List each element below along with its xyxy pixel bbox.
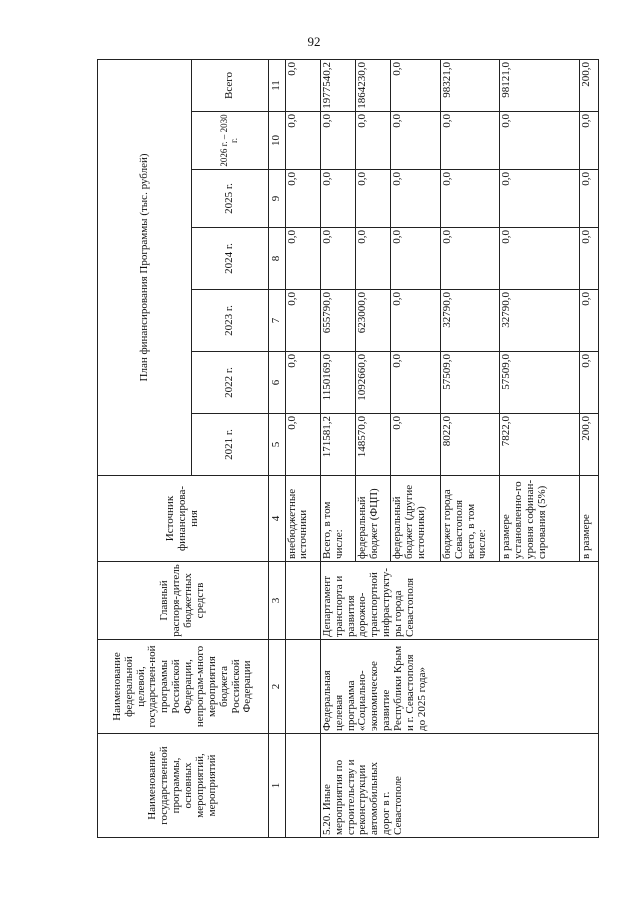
measure-name: 5.20. Иные мероприятия по строительству и реконструкции автомобильных дорог в г. Севастополе — [320, 734, 598, 838]
value-cell: 0,0 — [391, 112, 440, 170]
federal-program-name: Федеральная целевая программа «Социально-экономическое развитие Республики Крым и г. Севастополя до 2025 года» — [320, 640, 598, 734]
index-cell: 4 — [269, 476, 285, 562]
value-cell: 98321,0 — [440, 59, 499, 111]
empty-cell — [285, 562, 320, 640]
source-cell: федеральный бюджет (ФЦП) — [356, 476, 391, 562]
value-cell: 1977540,2 — [320, 59, 355, 111]
empty-cell — [285, 640, 320, 734]
value-cell: 0,0 — [285, 228, 320, 290]
value-cell: 0,0 — [580, 228, 599, 290]
empty-cell — [285, 734, 320, 838]
value-cell: 0,0 — [580, 290, 599, 352]
value-cell: 655790,0 — [320, 290, 355, 352]
value-cell: 171581,2 — [320, 414, 355, 476]
header-year-2023: 2023 г. — [192, 290, 269, 352]
index-cell: 1 — [269, 734, 285, 838]
value-cell: 32790,0 — [500, 290, 580, 352]
funding-table — [97, 59, 599, 838]
value-cell: 0,0 — [580, 170, 599, 228]
header-federal-program: Наименование федеральной целевой, государствен-ной программы Российской Федерации, непрограм-много мероприятия бюджета Российской Федерации — [98, 640, 269, 734]
value-cell: 0,0 — [391, 59, 440, 111]
index-cell: 2 — [269, 640, 285, 734]
value-cell: 0,0 — [500, 228, 580, 290]
value-cell: 200,0 — [580, 59, 599, 111]
header-year-2025: 2025 г. — [192, 170, 269, 228]
value-cell: 0,0 — [440, 170, 499, 228]
header-funding-plan: План финансирования Программы (тыс. рублей) — [98, 59, 192, 475]
header-year-2026-2030: 2026 г. – 2030 г. — [192, 112, 269, 170]
value-cell: 0,0 — [440, 228, 499, 290]
value-cell: 0,0 — [391, 228, 440, 290]
header-administrator: Главный распоря-дитель бюджетных средств — [98, 562, 269, 640]
index-cell: 10 — [269, 112, 285, 170]
value-cell: 32790,0 — [440, 290, 499, 352]
header-total: Всего — [192, 59, 269, 111]
value-cell: 0,0 — [580, 352, 599, 414]
value-cell: 0,0 — [285, 352, 320, 414]
value-cell: 0,0 — [580, 112, 599, 170]
column-index-row — [269, 59, 285, 837]
source-cell: федеральный бюджет (другие источники) — [391, 476, 440, 562]
value-cell: 623000,0 — [356, 290, 391, 352]
header-year-2024: 2024 г. — [192, 228, 269, 290]
source-cell: в размере установленно-го уровня софинан-сирования (5%) — [500, 476, 580, 562]
header-year-2022: 2022 г. — [192, 352, 269, 414]
value-cell: 0,0 — [285, 414, 320, 476]
value-cell: 0,0 — [356, 228, 391, 290]
index-cell: 3 — [269, 562, 285, 640]
index-cell: 6 — [269, 352, 285, 414]
value-cell: 0,0 — [391, 414, 440, 476]
header-program-name: Наименование государственной программы, основных мероприятий, мероприятий — [98, 734, 269, 838]
value-cell: 0,0 — [500, 170, 580, 228]
value-cell: 0,0 — [500, 112, 580, 170]
value-cell: 0,0 — [356, 170, 391, 228]
rotated-table — [97, 60, 599, 838]
value-cell: 1150169,0 — [320, 352, 355, 414]
value-cell: 0,0 — [391, 290, 440, 352]
administrator-name: Департамент транспорта и развития дорожно-транспортной инфраструкту-ры города Севастополя — [320, 562, 598, 640]
value-cell: 57509,0 — [440, 352, 499, 414]
value-cell: 98121,0 — [500, 59, 580, 111]
value-cell: 0,0 — [285, 290, 320, 352]
header-year-2021: 2021 г. — [192, 414, 269, 476]
source-cell: бюджет города Севастополя всего, в том числе: — [440, 476, 499, 562]
source-cell: Всего, в том числе: — [320, 476, 355, 562]
header-funding-source: Источник финансирова-ния — [98, 476, 269, 562]
value-cell: 8022,0 — [440, 414, 499, 476]
table-row — [320, 59, 355, 837]
index-cell: 9 — [269, 170, 285, 228]
value-cell: 0,0 — [391, 352, 440, 414]
table-row — [285, 59, 320, 837]
value-cell: 0,0 — [320, 170, 355, 228]
source-cell: внебюджетные источники — [285, 476, 320, 562]
page-number: 92 — [307, 34, 321, 49]
value-cell: 0,0 — [356, 112, 391, 170]
index-cell: 11 — [269, 59, 285, 111]
value-cell: 7822,0 — [500, 414, 580, 476]
value-cell: 148570,0 — [356, 414, 391, 476]
value-cell: 0,0 — [440, 112, 499, 170]
value-cell: 0,0 — [285, 112, 320, 170]
value-cell: 0,0 — [320, 112, 355, 170]
value-cell: 0,0 — [285, 59, 320, 111]
index-cell: 5 — [269, 414, 285, 476]
index-cell: 8 — [269, 228, 285, 290]
source-cell: в размере — [580, 476, 599, 562]
value-cell: 0,0 — [285, 170, 320, 228]
value-cell: 0,0 — [320, 228, 355, 290]
value-cell: 1864230,0 — [356, 59, 391, 111]
value-cell: 57509,0 — [500, 352, 580, 414]
value-cell: 0,0 — [391, 170, 440, 228]
index-cell: 7 — [269, 290, 285, 352]
value-cell: 1092660,0 — [356, 352, 391, 414]
value-cell: 200,0 — [580, 414, 599, 476]
funding-table-container — [97, 60, 628, 835]
